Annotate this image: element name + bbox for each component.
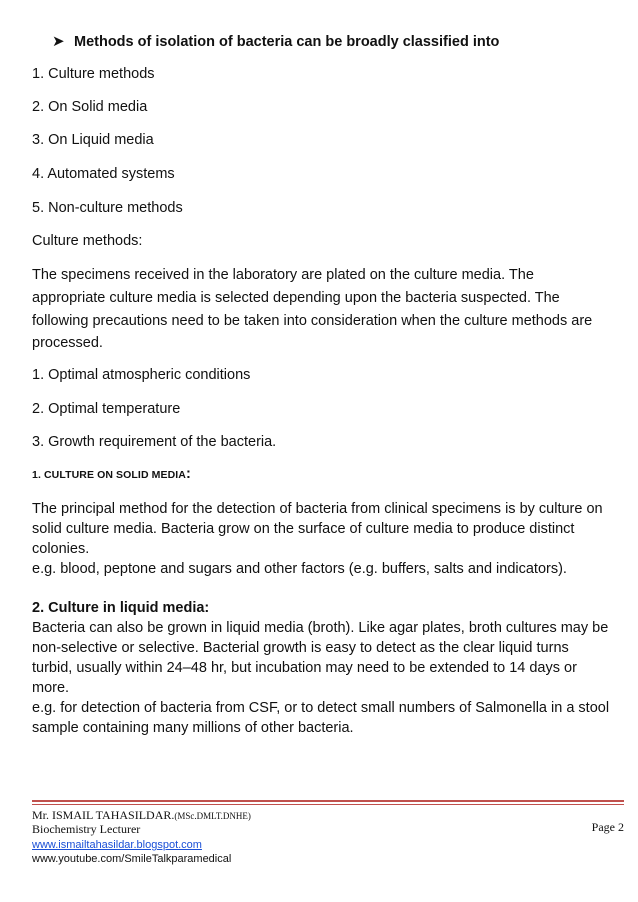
footer-divider-thin — [32, 804, 624, 805]
paragraph-line: e.g. for detection of bacteria from CSF, or to detect small numbers of Salmonella in a stool — [32, 700, 610, 716]
paragraph-line: non-selective or selective. Bacterial growth is easy to detect as the clear liquid turns — [32, 640, 569, 656]
youtube-url: www.youtube.com/SmileTalkparamedical — [32, 853, 232, 865]
paragraph-line: processed. — [32, 335, 103, 351]
solid-media-heading-colon: : — [185, 466, 191, 482]
footer-divider — [32, 800, 624, 802]
paragraph-line: solid culture media. Bacteria grow on the surface of culture media to produce distinct — [32, 521, 575, 537]
list-item: 1. Culture methods — [32, 66, 155, 82]
bullet-heading: Methods of isolation of bacteria can be broadly classified into — [74, 34, 500, 50]
paragraph-line: colonies. — [32, 541, 90, 557]
author-credentials: (MSc.DMLT.DNHE) — [174, 811, 251, 821]
paragraph-line: turbid, usually within 24–48 hr, but incubation may need to be extended to 14 days or — [32, 660, 577, 676]
liquid-media-heading: 2. Culture in liquid media: — [32, 600, 210, 616]
solid-media-heading-text: 1. CULTURE ON SOLID MEDIA — [32, 469, 186, 481]
author-name: Mr. ISMAIL TAHASILDAR. — [32, 808, 175, 822]
paragraph-line: The specimens received in the laboratory are plated on the culture media. The — [32, 267, 534, 283]
list-item: 2. On Solid media — [32, 99, 148, 115]
paragraph-line: Bacteria can also be grown in liquid media (broth). Like agar plates, broth cultures may be — [32, 620, 609, 636]
list-item: 3. Growth requirement of the bacteria. — [32, 434, 277, 450]
page-number: Page 2 — [591, 820, 624, 834]
blog-link[interactable]: www.ismailtahasildar.blogspot.com — [32, 839, 202, 851]
list-item: 4. Automated systems — [32, 166, 175, 182]
paragraph-line: more. — [32, 680, 70, 696]
paragraph-line: e.g. blood, peptone and sugars and other factors (e.g. buffers, salts and indicators). — [32, 561, 567, 577]
solid-media-heading — [32, 464, 191, 485]
footer-youtube — [32, 851, 231, 867]
list-item: 2. Optimal temperature — [32, 401, 181, 417]
list-item: 1. Optimal atmospheric conditions — [32, 367, 251, 383]
paragraph-line: appropriate culture media is selected depending upon the bacteria suspected. The — [32, 290, 560, 306]
paragraph-line: following precautions need to be taken into consideration when the culture methods are — [32, 313, 593, 329]
list-item: 5. Non-culture methods — [32, 200, 183, 216]
paragraph-line: sample containing many millions of other bacteria. — [32, 720, 354, 736]
paragraph-line: The principal method for the detection of bacteria from clinical specimens is by culture on — [32, 501, 603, 517]
author-role: Biochemistry Lecturer — [32, 822, 141, 836]
list-item: 3. On Liquid media — [32, 132, 154, 148]
arrow-bullet-icon: ➤ — [52, 33, 65, 50]
culture-methods-label: Culture methods: — [32, 233, 143, 249]
